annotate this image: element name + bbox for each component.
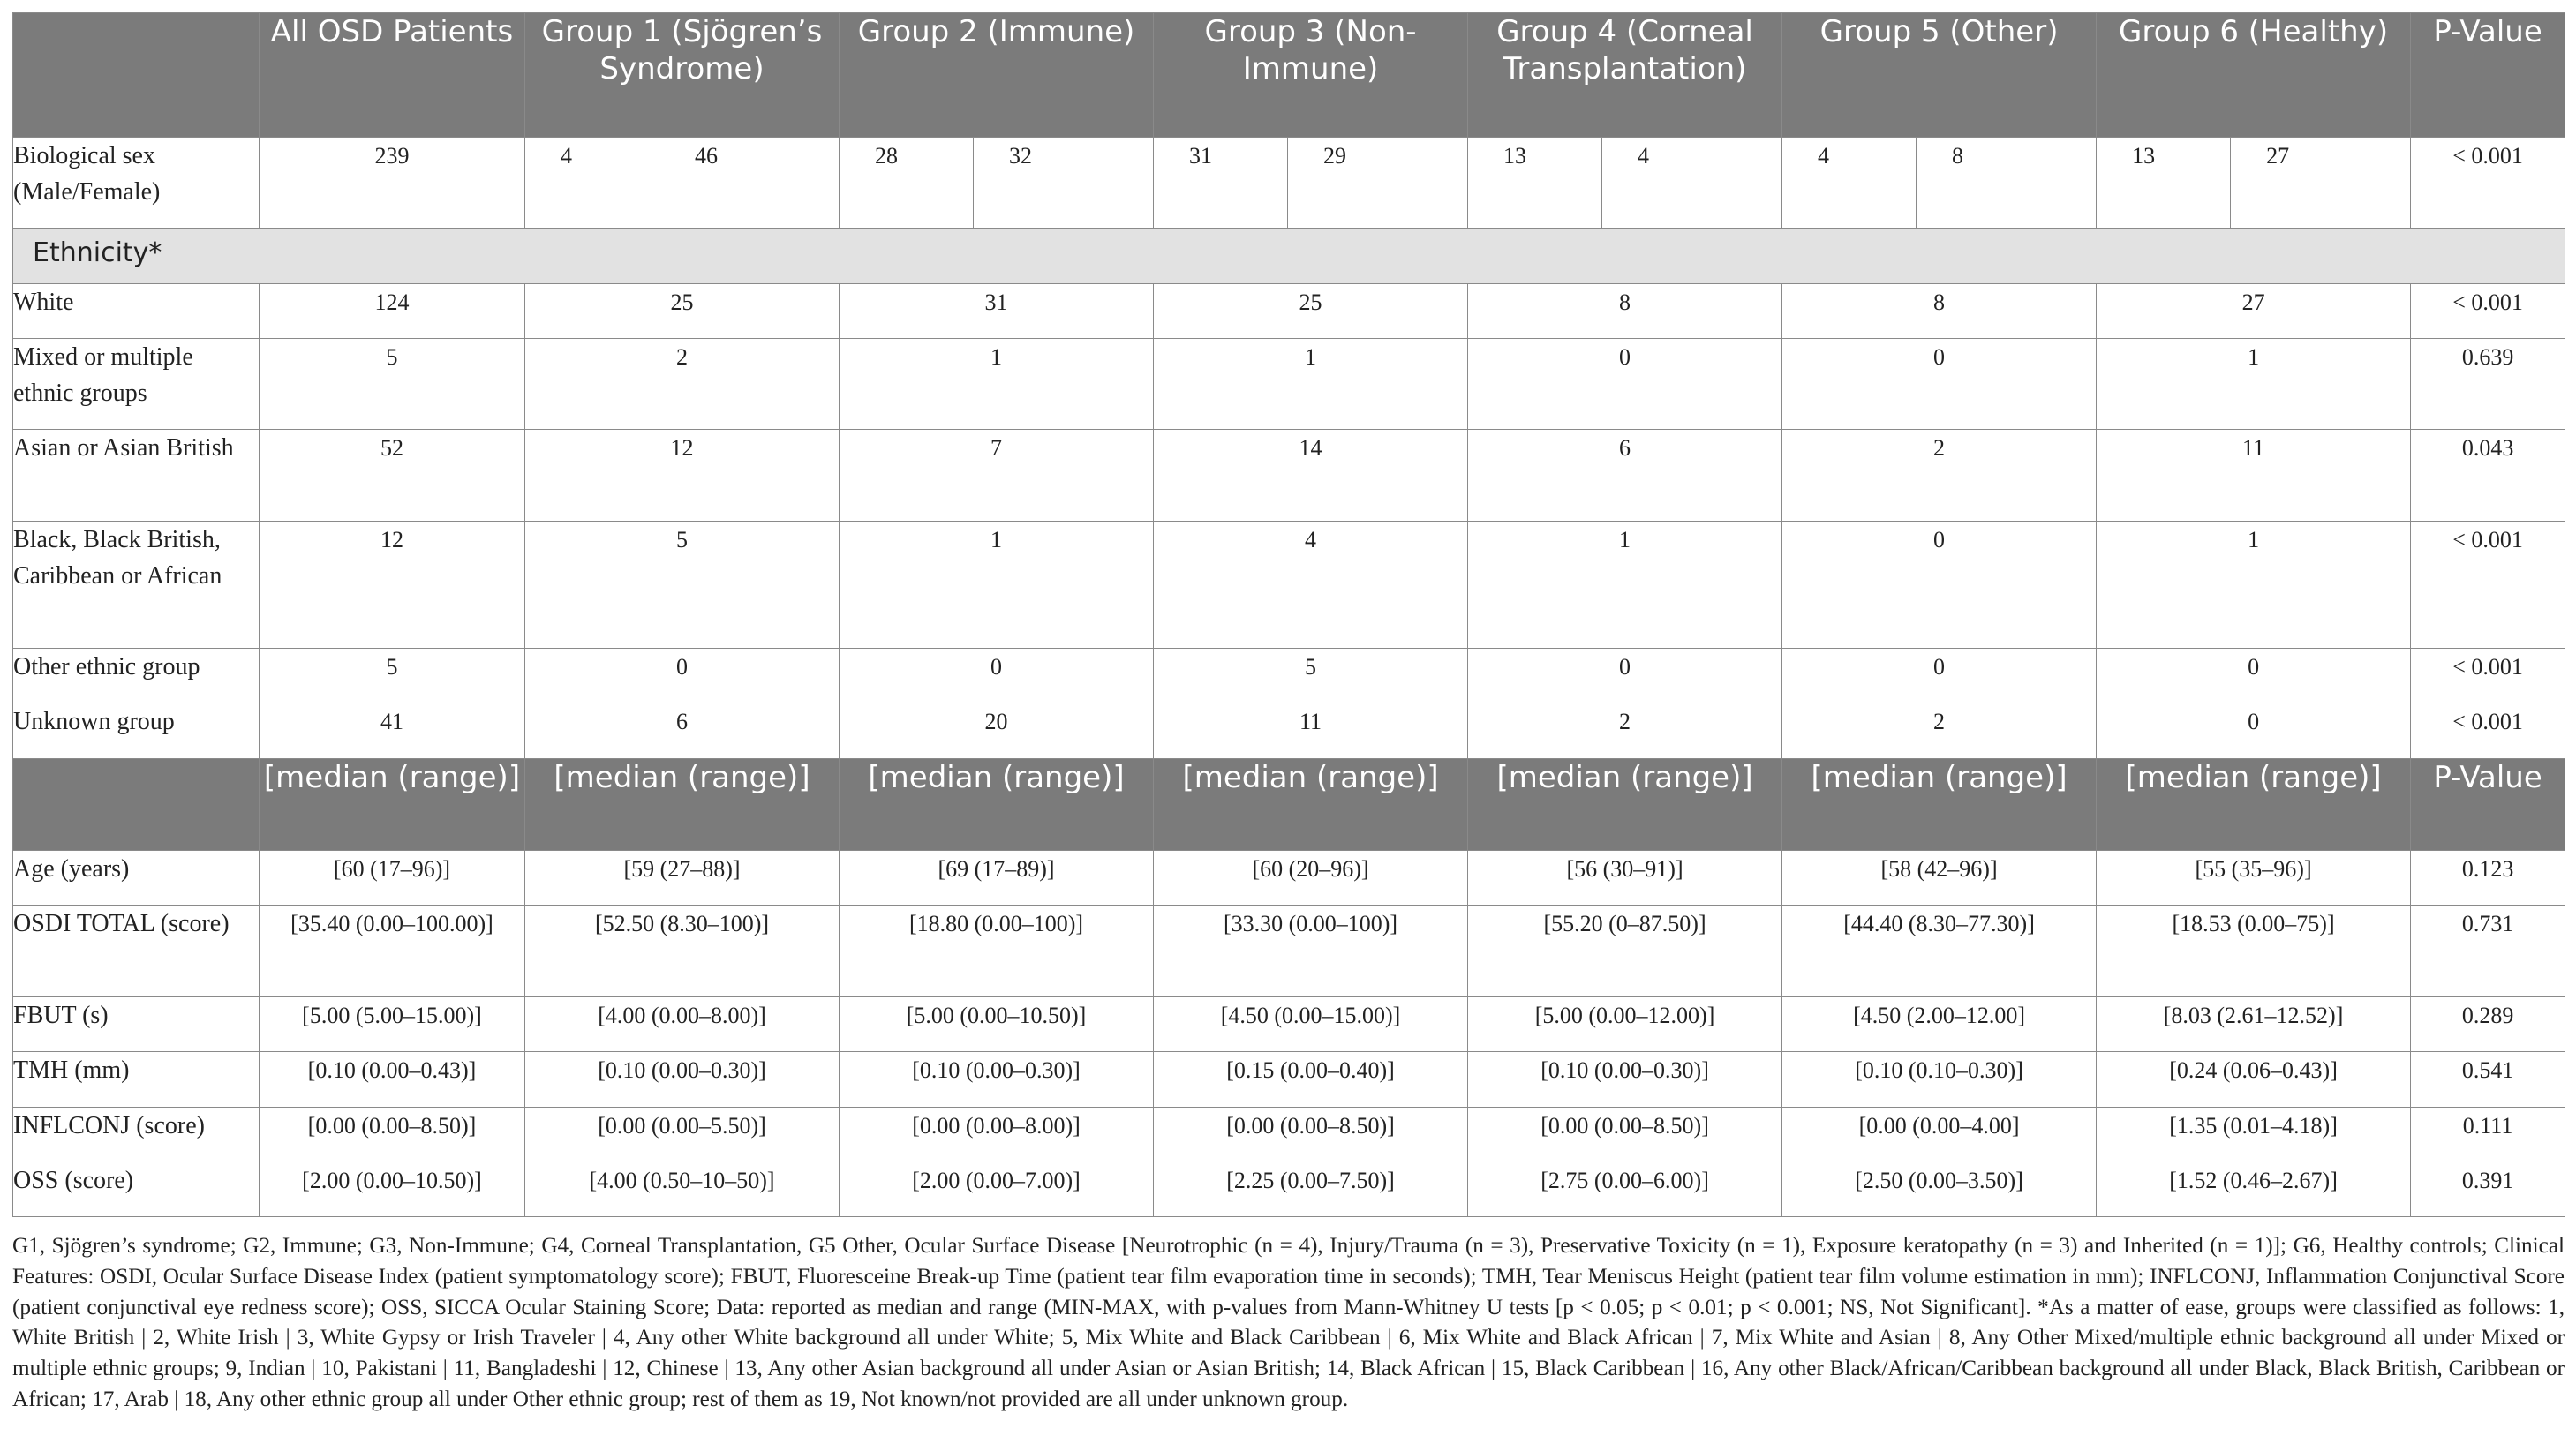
cell-group-1: 5 xyxy=(525,522,840,649)
cell-all: [60 (17–96)] xyxy=(260,851,525,906)
cell-p-value: < 0.001 xyxy=(2411,703,2565,759)
table-row xyxy=(13,284,2565,339)
cell-group-6: [0.24 (0.06–0.43)] xyxy=(2097,1052,2411,1108)
cell-group-2: [5.00 (0.00–10.50)] xyxy=(840,997,1154,1052)
header-group-6: Group 6 (Healthy) xyxy=(2097,13,2411,138)
subheader-all-osd: [median (range)] xyxy=(260,759,525,851)
cell-g2-male: 28 xyxy=(840,138,974,229)
cell-group-2: 31 xyxy=(840,284,1154,339)
cell-group-4: [56 (30–91)] xyxy=(1468,851,1782,906)
cell-group-4: 2 xyxy=(1468,703,1782,759)
cell-g5-male: 4 xyxy=(1782,138,1917,229)
cell-g3-female: 29 xyxy=(1288,138,1468,229)
row-label: Asian or Asian British xyxy=(13,430,260,522)
cell-group-3: 1 xyxy=(1154,339,1468,430)
cell-group-5: [58 (42–96)] xyxy=(1782,851,2097,906)
cell-group-5: 0 xyxy=(1782,339,2097,430)
cell-group-2: [69 (17–89)] xyxy=(840,851,1154,906)
cell-g1-male: 4 xyxy=(525,138,659,229)
cell-p-value: < 0.001 xyxy=(2411,522,2565,649)
cell-group-2: [0.00 (0.00–8.00)] xyxy=(840,1108,1154,1162)
cell-g4-female: 4 xyxy=(1602,138,1782,229)
cell-group-2: 1 xyxy=(840,339,1154,430)
cell-all: [5.00 (5.00–15.00)] xyxy=(260,997,525,1052)
cell-all: 52 xyxy=(260,430,525,522)
cell-group-4: [0.00 (0.00–8.50)] xyxy=(1468,1108,1782,1162)
cell-g1-female: 46 xyxy=(659,138,840,229)
header-group-1: Group 1 (Sjögren’s Syndrome) xyxy=(525,13,840,138)
table-row xyxy=(13,430,2565,522)
cell-group-5: [44.40 (8.30–77.30)] xyxy=(1782,906,2097,997)
subheader-group-4: [median (range)] xyxy=(1468,759,1782,851)
subheader-group-6: [median (range)] xyxy=(2097,759,2411,851)
cell-group-6: 0 xyxy=(2097,649,2411,703)
cell-group-1: 6 xyxy=(525,703,840,759)
cell-group-2: [2.00 (0.00–7.00)] xyxy=(840,1162,1154,1217)
cell-group-3: [4.50 (0.00–15.00)] xyxy=(1154,997,1468,1052)
cell-group-4: 0 xyxy=(1468,649,1782,703)
cell-p-value: 0.123 xyxy=(2411,851,2565,906)
row-label: Other ethnic group xyxy=(13,649,260,703)
cell-group-3: 14 xyxy=(1154,430,1468,522)
demographics-table xyxy=(12,12,2565,1217)
subheader-group-1: [median (range)] xyxy=(525,759,840,851)
cell-g4-male: 13 xyxy=(1468,138,1602,229)
cell-group-2: 20 xyxy=(840,703,1154,759)
cell-group-1: [59 (27–88)] xyxy=(525,851,840,906)
table-row xyxy=(13,703,2565,759)
header-group-2: Group 2 (Immune) xyxy=(840,13,1154,138)
cell-group-6: [1.35 (0.01–4.18)] xyxy=(2097,1108,2411,1162)
row-label: FBUT (s) xyxy=(13,997,260,1052)
cell-all: 124 xyxy=(260,284,525,339)
cell-group-4: [55.20 (0–87.50)] xyxy=(1468,906,1782,997)
cell-group-1: [4.00 (0.00–8.00)] xyxy=(525,997,840,1052)
cell-group-5: [0.00 (0.00–4.00] xyxy=(1782,1108,2097,1162)
cell-group-1: [4.00 (0.50–10–50)] xyxy=(525,1162,840,1217)
cell-p-value: < 0.001 xyxy=(2411,138,2565,229)
cell-group-3: [0.00 (0.00–8.50)] xyxy=(1154,1108,1468,1162)
cell-group-4: 6 xyxy=(1468,430,1782,522)
cell-group-6: 11 xyxy=(2097,430,2411,522)
row-label: White xyxy=(13,284,260,339)
cell-group-4: [5.00 (0.00–12.00)] xyxy=(1468,997,1782,1052)
cell-p-value: 0.639 xyxy=(2411,339,2565,430)
subheader-group-2: [median (range)] xyxy=(840,759,1154,851)
cell-group-2: 1 xyxy=(840,522,1154,649)
cell-group-4: 8 xyxy=(1468,284,1782,339)
cell-group-6: [1.52 (0.46–2.67)] xyxy=(2097,1162,2411,1217)
header-group-4: Group 4 (Corneal Transplantation) xyxy=(1468,13,1782,138)
row-label: OSDI TOTAL (score) xyxy=(13,906,260,997)
cell-group-4: [0.10 (0.00–0.30)] xyxy=(1468,1052,1782,1108)
cell-all: 5 xyxy=(260,649,525,703)
cell-group-2: [18.80 (0.00–100)] xyxy=(840,906,1154,997)
cell-g6-male: 13 xyxy=(2097,138,2231,229)
cell-group-6: 27 xyxy=(2097,284,2411,339)
cell-all: [2.00 (0.00–10.50)] xyxy=(260,1162,525,1217)
cell-all: [0.00 (0.00–8.50)] xyxy=(260,1108,525,1162)
table-row xyxy=(13,906,2565,997)
header-all-osd: All OSD Patients xyxy=(260,13,525,138)
cell-group-3: 11 xyxy=(1154,703,1468,759)
cell-group-6: [55 (35–96)] xyxy=(2097,851,2411,906)
cell-all: [0.10 (0.00–0.43)] xyxy=(260,1052,525,1108)
cell-group-1: [52.50 (8.30–100)] xyxy=(525,906,840,997)
cell-group-1: 25 xyxy=(525,284,840,339)
cell-group-2: 0 xyxy=(840,649,1154,703)
table-row xyxy=(13,649,2565,703)
cell-g2-female: 32 xyxy=(974,138,1154,229)
section-row-ethnicity xyxy=(13,229,2565,284)
header-p-value: P-Value xyxy=(2411,13,2565,138)
cell-group-4: [2.75 (0.00–6.00)] xyxy=(1468,1162,1782,1217)
cell-group-3: 5 xyxy=(1154,649,1468,703)
subheader-stub xyxy=(13,759,260,851)
table-row xyxy=(13,522,2565,649)
cell-group-6: 1 xyxy=(2097,522,2411,649)
table-row xyxy=(13,997,2565,1052)
cell-p-value: 0.541 xyxy=(2411,1052,2565,1108)
cell-all: 5 xyxy=(260,339,525,430)
cell-p-value: 0.043 xyxy=(2411,430,2565,522)
table-row xyxy=(13,1162,2565,1217)
row-label: INFLCONJ (score) xyxy=(13,1108,260,1162)
header-stub xyxy=(13,13,260,138)
cell-g6-female: 27 xyxy=(2231,138,2411,229)
cell-group-3: [60 (20–96)] xyxy=(1154,851,1468,906)
section-title: Ethnicity* xyxy=(13,229,2565,284)
header-group-3: Group 3 (Non-Immune) xyxy=(1154,13,1468,138)
row-label: Unknown group xyxy=(13,703,260,759)
table-footnote: G1, Sjögren’s syndrome; G2, Immune; G3, Non-Immune; G4, Corneal Transplantation, G5 Other, Ocular Surface Disease [Neurotrophic (n = 4), Injury/Trauma (n = 3), Preservative Toxicity (n = 1), Exposure keratopathy (n = 3) and Inherited (n = 1)]; G6, Healthy controls; Clinical Features: OSDI, Ocular Surface Disease Index (patient symptomatology score); FBUT, Fluoresceine Break-up Time (patient tear film evaporation time in seconds); TMH, Tear Meniscus Height (patient tear film volume estimation in mm); INFLCONJ, Inflammation Conjunctival Score (patient conjunctival eye redness score); OSS, SICCA Ocular Staining Score; Data: reported as median and range (MIN-MAX, with p-values from Mann-Whitney U tests [p < 0.05; p < 0.01; p < 0.001; NS, Not Significant]. *As a matter of ease, groups were classified as follows: 1, White British | 2, White Irish | 3, White Gypsy or Irish Traveler | 4, Any other White background all under White; 5, Mix White and Black Caribbean | 6, Mix White and Black African | 7, Mix White and Asian | 8, Any Other Mixed/multiple ethnic background all under Mixed or multiple ethnic groups; 9, Indian | 10, Pakistani | 11, Bangladeshi | 12, Chinese | 13, Any other Asian background all under Asian or Asian British; 14, Black African | 15, Black Caribbean | 16, Any other Black/African/Caribbean background all under Black, Black British, Caribbean or African; 17, Arab | 18, Any other ethnic group all under Other ethnic group; rest of them as 19, Not known/not provided are all under unknown group. xyxy=(12,1234,2565,1411)
table-row-biological-sex xyxy=(13,138,2565,229)
cell-p-value: < 0.001 xyxy=(2411,649,2565,703)
cell-group-3: [0.15 (0.00–0.40)] xyxy=(1154,1052,1468,1108)
cell-p-value: 0.731 xyxy=(2411,906,2565,997)
cell-group-2: 7 xyxy=(840,430,1154,522)
cell-p-value: 0.289 xyxy=(2411,997,2565,1052)
cell-group-3: [33.30 (0.00–100)] xyxy=(1154,906,1468,997)
cell-group-5: 0 xyxy=(1782,649,2097,703)
table-row xyxy=(13,1108,2565,1162)
cell-group-1: 0 xyxy=(525,649,840,703)
table-row xyxy=(13,1052,2565,1108)
cell-group-4: 1 xyxy=(1468,522,1782,649)
cell-group-6: [8.03 (2.61–12.52)] xyxy=(2097,997,2411,1052)
cell-p-value: 0.391 xyxy=(2411,1162,2565,1217)
cell-group-6: [18.53 (0.00–75)] xyxy=(2097,906,2411,997)
cell-group-3: 25 xyxy=(1154,284,1468,339)
row-label: OSS (score) xyxy=(13,1162,260,1217)
cell-group-3: 4 xyxy=(1154,522,1468,649)
cell-group-1: [0.10 (0.00–0.30)] xyxy=(525,1052,840,1108)
cell-group-5: 8 xyxy=(1782,284,2097,339)
cell-g3-male: 31 xyxy=(1154,138,1288,229)
cell-group-4: 0 xyxy=(1468,339,1782,430)
table-subheader-row xyxy=(13,759,2565,851)
cell-group-3: [2.25 (0.00–7.50)] xyxy=(1154,1162,1468,1217)
cell-p-value: < 0.001 xyxy=(2411,284,2565,339)
cell-group-5: 2 xyxy=(1782,430,2097,522)
cell-group-6: 0 xyxy=(2097,703,2411,759)
row-label: Mixed or multiple ethnic groups xyxy=(13,339,260,430)
cell-group-5: [0.10 (0.10–0.30)] xyxy=(1782,1052,2097,1108)
cell-all: 41 xyxy=(260,703,525,759)
subheader-group-5: [median (range)] xyxy=(1782,759,2097,851)
cell-group-1: 12 xyxy=(525,430,840,522)
table-header-row xyxy=(13,13,2565,138)
cell-group-5: [2.50 (0.00–3.50)] xyxy=(1782,1162,2097,1217)
table-row xyxy=(13,339,2565,430)
cell-group-1: 2 xyxy=(525,339,840,430)
subheader-p-value: P-Value xyxy=(2411,759,2565,851)
cell-group-6: 1 xyxy=(2097,339,2411,430)
header-group-5: Group 5 (Other) xyxy=(1782,13,2097,138)
cell-all: 12 xyxy=(260,522,525,649)
subheader-group-3: [median (range)] xyxy=(1154,759,1468,851)
cell-p-value: 0.111 xyxy=(2411,1108,2565,1162)
cell-group-2: [0.10 (0.00–0.30)] xyxy=(840,1052,1154,1108)
cell-all: 239 xyxy=(260,138,525,229)
row-label: TMH (mm) xyxy=(13,1052,260,1108)
table-row xyxy=(13,851,2565,906)
cell-group-1: [0.00 (0.00–5.50)] xyxy=(525,1108,840,1162)
row-label: Biological sex (Male/Female) xyxy=(13,138,260,229)
cell-group-5: 0 xyxy=(1782,522,2097,649)
cell-group-5: [4.50 (2.00–12.00] xyxy=(1782,997,2097,1052)
row-label: Age (years) xyxy=(13,851,260,906)
cell-g5-female: 8 xyxy=(1917,138,2097,229)
row-label: Black, Black British, Caribbean or African xyxy=(13,522,260,649)
cell-group-5: 2 xyxy=(1782,703,2097,759)
cell-all: [35.40 (0.00–100.00)] xyxy=(260,906,525,997)
